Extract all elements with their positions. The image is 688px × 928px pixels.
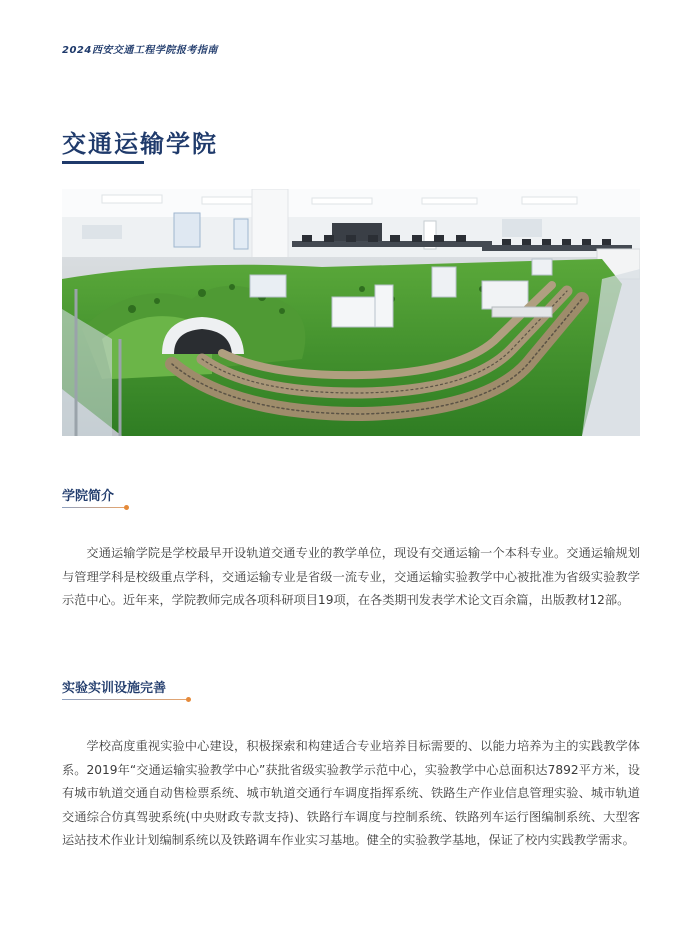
lab-photo xyxy=(62,189,640,436)
section-title-college-intro: 学院简介 xyxy=(62,489,115,504)
section-underline xyxy=(62,699,190,700)
college-intro-paragraph: 交通运输学院是学校最早开设轨道交通专业的教学单位，现设有交通运输一个本科专业。交通运输规划与管理学科是校级重点学科，交通运输专业是省级一流专业，交通运输实验教学中心被批准为省级实验教学示范中心。近年来，学院教师完成各项科研项目19项，在各类期刊发表学术论文百余篇，出版教材12部。 xyxy=(62,546,640,607)
lab-facilities-paragraph: 学校高度重视实验中心建设，积极探索和构建适合专业培养目标需要的、以能力培养为主的实践教学体系。2019年“交通运输实验教学中心”获批省级实验教学示范中心，实验教学中心总面积达7892平方米，设有城市轨道交通自动售检票系统、城市轨道交通行车调度指挥系统、铁路生产作业信息管理实验、城市轨道交通综合仿真驾驶系统(中央财政专款支持)、铁路行车调度与控制系统、铁路列车运行图编制系统、大型客运站技术作业计划编制系统以及铁路调车作业实习基地。健全的实验教学基地，保证了校内实践教学需求。 xyxy=(62,739,640,847)
section-underline xyxy=(62,507,126,508)
section-underline-dot xyxy=(186,697,191,702)
section-title-lab-facilities: 实验实训设施完善 xyxy=(62,681,167,696)
section-underline-dot xyxy=(124,505,129,510)
title-underline xyxy=(62,161,144,164)
page-title: 交通运输学院 xyxy=(62,130,218,158)
running-header: 2024西安交通工程学院报考指南 xyxy=(62,45,218,56)
lab-photo-illustration xyxy=(62,189,640,436)
